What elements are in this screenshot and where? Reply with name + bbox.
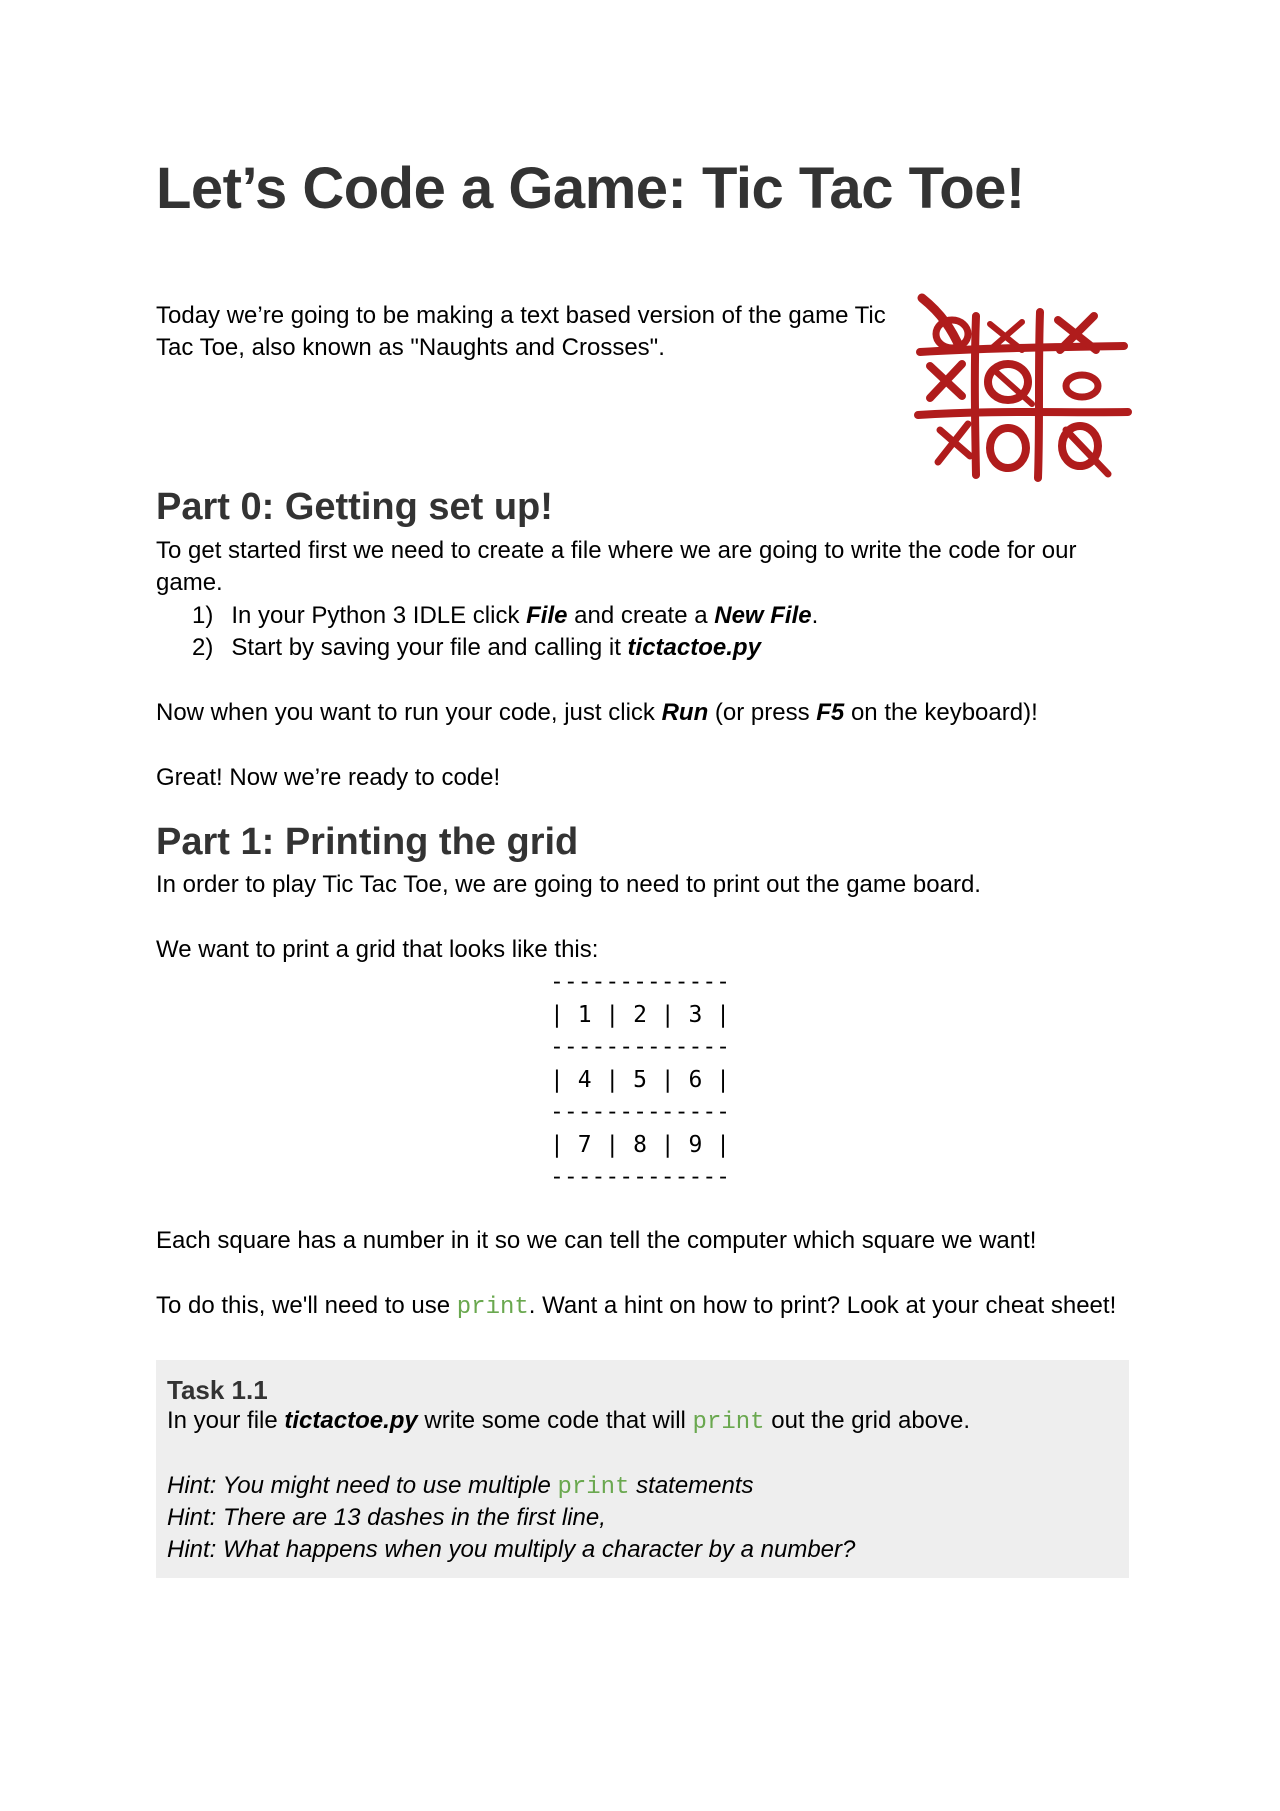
todo-post: . Want a hint on how to print? Look at your cheat sheet! <box>528 1292 1117 1319</box>
print-code: print <box>692 1409 765 1436</box>
task-line <box>167 1405 970 1439</box>
print-code: print <box>456 1294 529 1321</box>
task-text: In your file <box>167 1407 285 1434</box>
hint-text: statements <box>629 1472 754 1499</box>
part0-text-line-2: game. <box>156 569 223 596</box>
grid-line: ------------- <box>550 1164 731 1190</box>
part1-heading: Part 1: Printing the grid <box>156 821 579 863</box>
step-number: 2) <box>192 634 214 661</box>
run-text: (or press <box>708 699 817 726</box>
f5-key: F5 <box>816 699 845 726</box>
step-text: Start by saving your file and calling it <box>231 634 628 661</box>
grid-line: | 4 | 5 | 6 | <box>550 1066 731 1093</box>
great-text: Great! Now we’re ready to code! <box>156 764 501 791</box>
hint-2: Hint: There are 13 dashes in the first line, <box>167 1504 606 1531</box>
hint-3: Hint: What happens when you multiply a character by a number? <box>167 1536 856 1563</box>
grid-line: ------------- <box>550 1034 731 1060</box>
grid-line: | 7 | 8 | 9 | <box>550 1131 731 1158</box>
task-filename: tictactoe.py <box>284 1407 418 1434</box>
hint-1 <box>167 1470 754 1504</box>
part0-heading: Part 0: Getting set up! <box>156 486 553 528</box>
grid-example <box>550 966 730 1194</box>
grid-line: ------------- <box>550 1099 731 1125</box>
new-file-name: New File <box>714 602 812 629</box>
grid-line: ------------- <box>550 969 731 995</box>
task-box <box>156 1360 1129 1578</box>
task-text: write some code that will <box>417 1407 693 1434</box>
intro-line-2: Tac Toe, also known as "Naughts and Crosses". <box>156 334 665 361</box>
intro-line-1: Today we’re going to be making a text based version of the game Tic <box>156 302 886 329</box>
tic-tac-toe-logo-icon <box>912 290 1134 482</box>
part1-text: In order to play Tic Tac Toe, we are going to need to print out the game board. <box>156 871 981 898</box>
todo-pre: To do this, we'll need to use <box>156 1292 457 1319</box>
file-menu-name: File <box>526 602 568 629</box>
run-text: Now when you want to run your code, just click <box>156 699 662 726</box>
step-text: . <box>811 602 819 629</box>
run-command: Run <box>661 699 709 726</box>
step-number: 1) <box>192 602 214 629</box>
grid-line: | 1 | 2 | 3 | <box>550 1001 731 1028</box>
each-square-text: Each square has a number in it so we can tell the computer which square we want! <box>156 1227 1037 1254</box>
hint-text: Hint: You might need to use multiple <box>167 1472 558 1499</box>
page-title: Let’s Code a Game: Tic Tac Toe! <box>156 156 1025 221</box>
print-code: print <box>557 1474 630 1501</box>
step-text: and create a <box>567 602 715 629</box>
step-text: In your Python 3 IDLE click <box>231 602 527 629</box>
run-text: on the keyboard)! <box>844 699 1038 726</box>
task-title: Task 1.1 <box>167 1375 268 1405</box>
step-2 <box>192 632 761 664</box>
filename: tictactoe.py <box>627 634 761 661</box>
todo-text <box>156 1290 1116 1324</box>
run-instruction <box>156 697 1038 729</box>
task-text: out the grid above. <box>764 1407 971 1434</box>
grid-intro: We want to print a grid that looks like this: <box>156 936 599 963</box>
step-1 <box>192 600 818 632</box>
part0-text-line-1: To get started first we need to create a file where we are going to write the code for our <box>156 537 1077 564</box>
